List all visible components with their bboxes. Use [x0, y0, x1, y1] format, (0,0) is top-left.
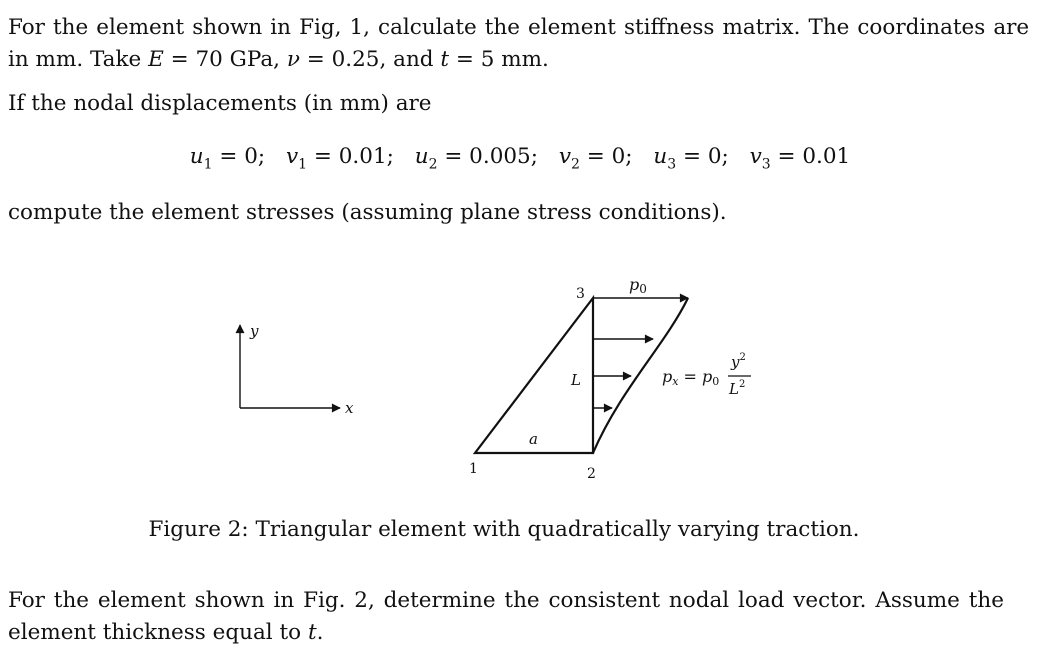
- p0-label: p0: [629, 275, 647, 296]
- node-1-label: 1: [469, 461, 478, 477]
- problem1-line1: For the element shown in Fig, 1, calculate the element stiffness matrix. The coordinates are: [8, 15, 1030, 40]
- symbol-t: t: [440, 47, 450, 72]
- traction-formula: [662, 352, 751, 398]
- symbol-t-2: t: [307, 620, 317, 645]
- problem2-statement: [8, 585, 1038, 649]
- symbol-nu: ν: [286, 47, 300, 72]
- coordinate-axes: [240, 322, 354, 417]
- formula-denominator: $L^2$: [729, 379, 746, 398]
- disp-v2: $v_2 = 0$;: [558, 144, 633, 173]
- formula-lhs: px = p0: [662, 367, 720, 388]
- problem1-line4: compute the element stresses (assuming plane stress conditions).: [8, 200, 727, 225]
- traction-distribution: [593, 275, 688, 453]
- dimension-a-label: a: [529, 430, 538, 448]
- node-2-label: 2: [587, 466, 596, 482]
- axis-y-label: y: [250, 322, 259, 340]
- stresses-instruction: [8, 197, 1038, 229]
- problem1-statement: [8, 12, 1038, 76]
- problem1-line3: If the nodal displacements (in mm) are: [8, 91, 432, 116]
- symbol-E: E: [148, 47, 164, 72]
- problem2-line2: element thickness equal to t.: [8, 620, 324, 645]
- disp-u1: $u_1 = 0$;: [189, 144, 266, 173]
- problem2-line1: For the element shown in Fig. 2, determine the consistent nodal load vector. Assume the: [8, 588, 1004, 613]
- axis-x-label: x: [345, 399, 354, 417]
- value-nu: = 0.25, and: [299, 47, 441, 72]
- figure-triangular-element: [0, 270, 1055, 485]
- disp-v1: $v_1 = 0.01$;: [285, 144, 394, 173]
- line2-prefix: in mm. Take: [8, 47, 149, 72]
- displacement-equation: [0, 144, 1040, 172]
- dimension-L-label: L: [571, 371, 581, 389]
- value-t: = 5 mm.: [449, 47, 549, 72]
- formula-numerator: $y^2$: [731, 352, 746, 371]
- node-3-label: 3: [576, 286, 585, 302]
- triangle-element: [469, 286, 596, 482]
- displacements-intro: [8, 88, 1038, 120]
- value-E: = 70 GPa,: [163, 47, 287, 72]
- disp-u3: $u_3 = 0$;: [653, 144, 729, 173]
- disp-v3: $v_3 = 0.01$: [749, 144, 851, 173]
- problem1-line2: [8, 44, 1038, 76]
- figure-caption: Figure 2: Triangular element with quadratically varying traction.: [148, 517, 860, 542]
- disp-u2: $u_2 = 0.005$;: [414, 144, 538, 173]
